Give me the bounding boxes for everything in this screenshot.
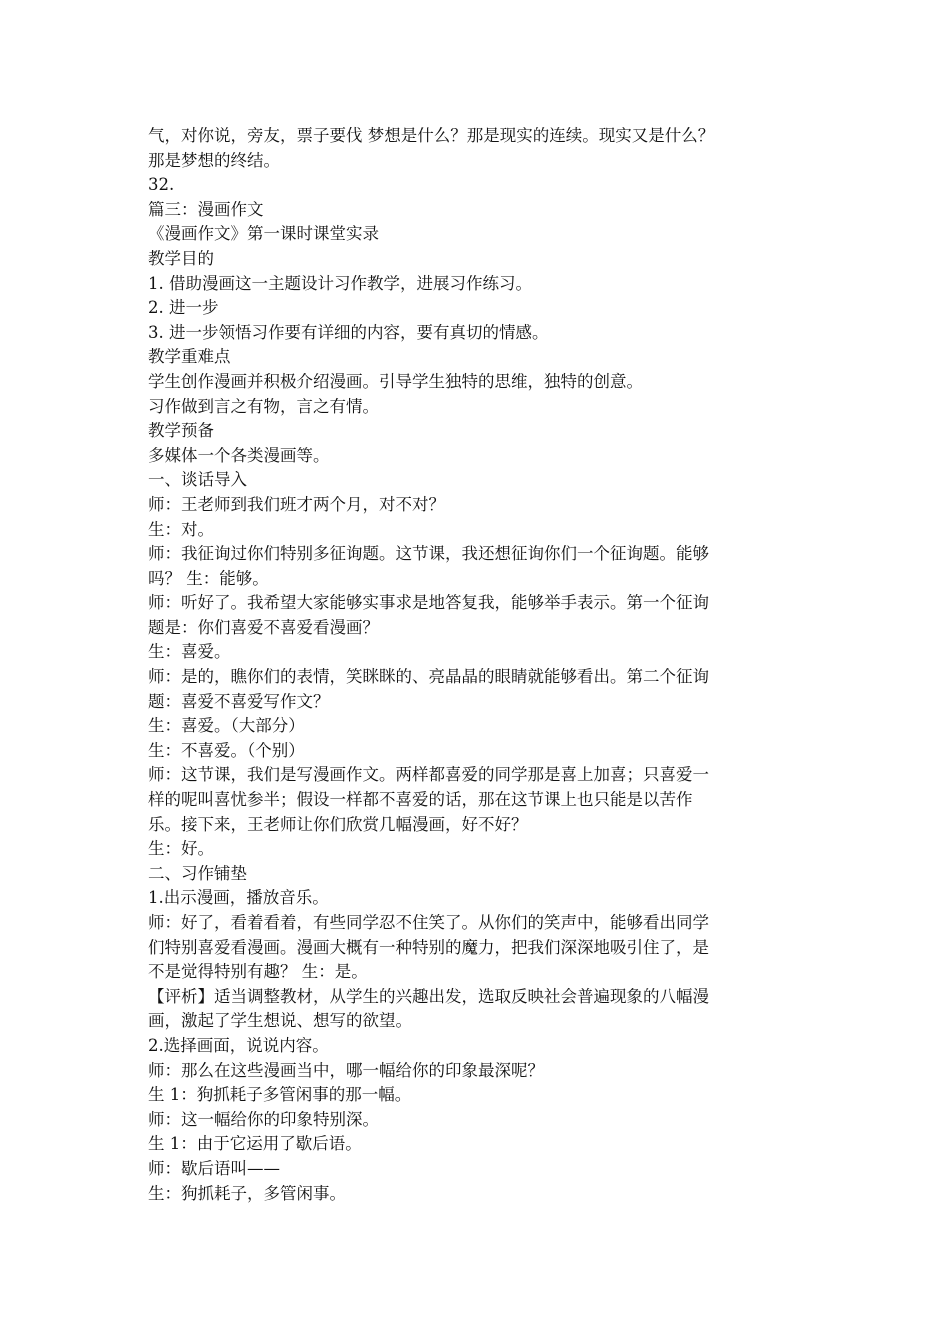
dialogue-line: 生：好。 [148, 839, 214, 859]
section-heading: 篇三：漫画作文 [148, 199, 264, 219]
dialogue-line: 生：狗抓耗子，多管闲事。 [148, 1183, 346, 1203]
text-line: 多媒体一个各类漫画等。 [148, 445, 330, 465]
dialogue-line: 样的呢叫喜忧参半；假设一样都不喜爱的话，那在这节课上也只能是以苦作 [148, 790, 693, 810]
commentary-line: 画，激起了学生想说、想写的欲望。 [148, 1011, 412, 1031]
dialogue-line: 师：我征询过你们特别多征询题。这节课，我还想征询你们一个征询题。能够 [148, 544, 709, 564]
subheading-key-points: 教学重难点 [148, 347, 231, 367]
dialogue-line: 师：是的，瞧你们的表情，笑眯眯的、亮晶晶的眼睛就能够看出。第二个征询 [148, 667, 709, 687]
dialogue-line: 们特别喜爱看漫画。漫画大概有一种特别的魔力，把我们深深地吸引住了，是 [148, 937, 709, 957]
text-line: 那是梦想的终结。 [148, 150, 280, 170]
dialogue-line: 吗？ 生：能够。 [148, 568, 269, 588]
text-line: 学生创作漫画并积极介绍漫画。引导学生独特的思维，独特的创意。 [148, 371, 643, 391]
lesson-title: 《漫画作文》第一课时课堂实录 [148, 224, 379, 244]
dialogue-line: 师：歇后语叫—— [148, 1158, 280, 1178]
dialogue-line: 生：喜爱。（大部分） [148, 716, 305, 736]
dialogue-line: 师：那么在这些漫画当中，哪一幅给你的印象最深呢？ [148, 1060, 544, 1080]
subheading-teaching-goals: 教学目的 [148, 248, 214, 268]
step-item: 1.出示漫画，播放音乐。 [148, 888, 329, 908]
dialogue-line: 不是觉得特别有趣？ 生：是。 [148, 962, 368, 982]
dialogue-line: 生：喜爱。 [148, 642, 231, 662]
subheading-intro: 一、谈话导入 [148, 470, 247, 490]
dialogue-line: 乐。接下来，王老师让你们欣赏几幅漫画，好不好？ [148, 814, 528, 834]
dialogue-line: 生 1：狗抓耗子多管闲事的那一幅。 [148, 1085, 412, 1105]
dialogue-line: 师：王老师到我们班才两个月，对不对？ [148, 494, 445, 514]
dialogue-line: 师：这一幅给你的印象特别深。 [148, 1109, 379, 1129]
commentary-line: 【评析】适当调整教材，从学生的兴趣出发，选取反映社会普遍现象的八幅漫 [148, 986, 709, 1006]
dialogue-line: 生：对。 [148, 519, 214, 539]
subheading-preparation: 教学预备 [148, 421, 214, 441]
document-page [148, 124, 808, 1206]
dialogue-line: 师：好了，看着看着，有些同学忍不住笑了。从你们的笑声中，能够看出同学 [148, 913, 709, 932]
goal-item: 2. 进一步 [148, 298, 219, 318]
dialogue-line: 师：听好了。我希望大家能够实事求是地答复我，能够举手表示。第一个征询 [148, 593, 709, 613]
dialogue-line: 生：不喜爱。（个别） [148, 740, 305, 760]
goal-item: 3. 进一步领悟习作要有详细的内容，要有真切的情感。 [148, 322, 549, 342]
dialogue-line: 生 1：由于它运用了歇后语。 [148, 1134, 362, 1154]
dialogue-line: 师：这节课，我们是写漫画作文。两样都喜爱的同学那是喜上加喜；只喜爱一 [148, 765, 709, 785]
dialogue-line: 题是：你们喜爱不喜爱看漫画？ [148, 617, 379, 637]
text-line: 气，对你说，旁友，票子要伐 梦想是什么？那是现实的连续。现实又是什么？ [148, 126, 715, 145]
goal-item: 1. 借助漫画这一主题设计习作教学，进展习作练习。 [148, 273, 532, 293]
text-line: 32. [148, 175, 175, 195]
subheading-groundwork: 二、习作铺垫 [148, 863, 247, 883]
dialogue-line: 题：喜爱不喜爱写作文？ [148, 691, 330, 711]
text-line: 习作做到言之有物，言之有情。 [148, 396, 379, 416]
step-item: 2.选择画面，说说内容。 [148, 1035, 329, 1055]
